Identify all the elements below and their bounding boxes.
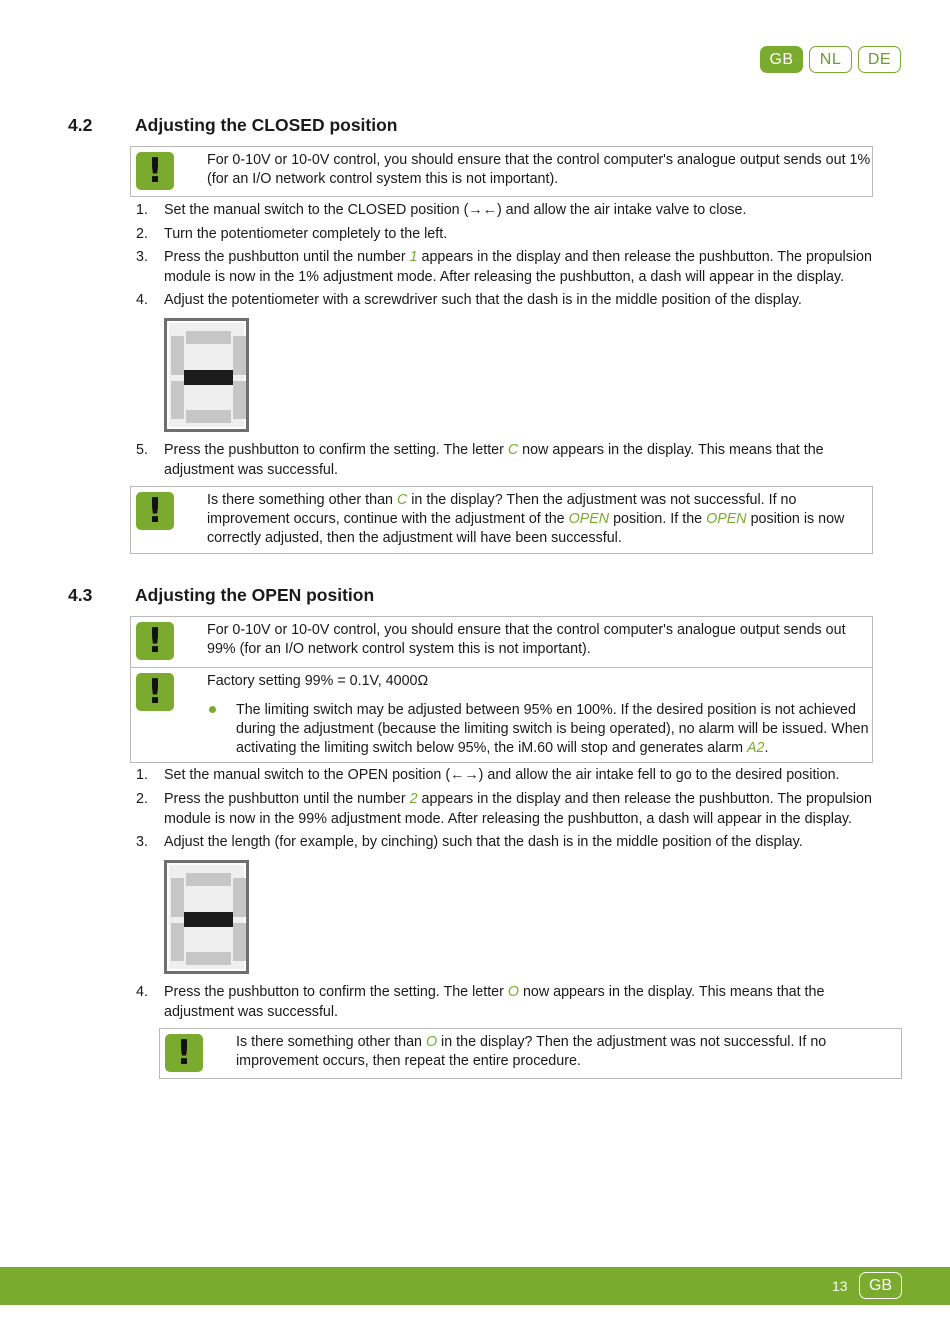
segment-lower-left	[171, 381, 184, 419]
segment-top	[186, 873, 231, 886]
bullet-text-part: activating the limiting switch below 95%, the iM.60 will stop and generates alarm	[236, 740, 747, 756]
segment-bottom	[186, 952, 231, 965]
step-number: 4.	[136, 292, 148, 308]
segment-lower-right	[233, 381, 246, 419]
notice-text	[207, 621, 872, 659]
display-face	[169, 323, 244, 427]
bullet-line: The limiting switch may be adjusted between 95% en 100%. If the desired position is not achieved	[236, 702, 856, 718]
step-text-part: adjustment was successful.	[164, 1003, 339, 1020]
bullet-line	[236, 739, 876, 758]
language-tab-nl[interactable]: NL	[809, 46, 852, 73]
step-text-part: module is now in the 1% adjustment mode. After releasing the pushbutton, a dash will appear in the display.	[164, 268, 845, 285]
notice-line: For 0-10V or 10-0V control, you should ensure that the control computer's analogue output sends out 1%	[207, 152, 871, 168]
step-number: 3.	[136, 249, 148, 265]
exclamation-icon: !	[136, 622, 174, 660]
highlight-value: OPEN	[568, 511, 610, 527]
notice-box-not-successful	[130, 486, 873, 554]
exclamation-icon: !	[136, 673, 174, 711]
step-text: Set the manual switch to the CLOSED position (→←) and allow the air intake valve to close.	[164, 202, 747, 218]
step-text-part: Press the pushbutton to confirm the setting. The letter	[164, 984, 508, 1000]
alarm-code: A2	[746, 740, 765, 756]
step-text: Set the manual switch to the OPEN position (←→) and allow the air intake fell to go to the desired position.	[164, 767, 840, 783]
notice-line: (for an I/O network control system this is not important).	[207, 171, 559, 187]
notice-text-part: in the display? Then the adjustment was not successful. If no	[437, 1034, 827, 1050]
segment-middle-dash	[184, 370, 233, 385]
section-number: 4.2	[68, 115, 93, 135]
highlight-value: 1	[409, 249, 418, 265]
bullet-icon	[209, 706, 216, 713]
language-tab-de[interactable]: DE	[858, 46, 901, 73]
notice-text	[207, 491, 872, 548]
step-number: 2.	[136, 226, 148, 242]
step-number: 1.	[136, 202, 148, 218]
notice-box-analogue-99pct	[130, 616, 873, 763]
step-text: Adjust the length (for example, by cinching) such that the dash is in the middle position of the display.	[164, 834, 803, 850]
step-text-part: adjustment was successful.	[164, 461, 339, 478]
highlight-value: 2	[409, 791, 418, 807]
step-text	[164, 441, 876, 480]
notice-line: correctly adjusted, then the adjustment will have been successful.	[207, 530, 622, 546]
highlight-value: O	[507, 984, 519, 1000]
language-tabs	[760, 46, 901, 73]
step-text-part: appears in the display and then release the pushbutton. The propulsion	[417, 791, 872, 807]
page-footer	[0, 1267, 950, 1305]
step-text-part: appears in the display and then release the pushbutton. The propulsion	[417, 249, 872, 265]
segment-bottom	[186, 410, 231, 423]
notice-text-part: improvement occurs, continue with the adjustment of the	[207, 511, 569, 527]
notice-box-repeat-procedure	[159, 1028, 902, 1079]
segment-upper-right	[233, 336, 246, 375]
notice-row	[131, 617, 872, 667]
step-number: 1.	[136, 767, 148, 783]
highlight-value: C	[507, 442, 519, 458]
footer-language-tab[interactable]: GB	[859, 1272, 902, 1299]
segment-upper-right	[233, 878, 246, 917]
section-title: Adjusting the OPEN position	[135, 585, 375, 605]
page-number: 13	[832, 1278, 848, 1294]
segment-middle-dash	[184, 912, 233, 927]
segment-top	[186, 331, 231, 344]
notice-line	[207, 491, 872, 510]
step-number: 5.	[136, 442, 148, 458]
notice-line	[207, 510, 872, 529]
step-text-part: now appears in the display. This means that the	[518, 984, 825, 1000]
notice-line: 99% (for an I/O network control system this is not important).	[207, 641, 591, 657]
section-title: Adjusting the CLOSED position	[135, 115, 398, 135]
step-number: 4.	[136, 984, 148, 1000]
step-text-part: Press the pushbutton to confirm the setting. The letter	[164, 442, 508, 458]
step-text-part: now appears in the display. This means that the	[518, 442, 824, 458]
notice-text-part: Is there something other than	[207, 492, 397, 508]
section-number: 4.3	[68, 585, 93, 605]
seven-segment-display-image	[164, 318, 249, 432]
step-number: 3.	[136, 834, 148, 850]
segment-lower-left	[171, 923, 184, 961]
seven-segment-display-image	[164, 860, 249, 974]
exclamation-icon: !	[165, 1034, 203, 1072]
notice-row-factory-setting	[131, 667, 872, 762]
bullet-text	[236, 701, 876, 758]
notice-text	[236, 1033, 901, 1071]
step-text-part: Press the pushbutton until the number	[164, 791, 410, 807]
notice-text-part: Is there something other than	[236, 1034, 426, 1050]
notice-line	[236, 1033, 901, 1052]
step-text-part: Press the pushbutton until the number	[164, 249, 410, 265]
notice-text-part: position is now	[746, 511, 845, 527]
step-text-part: module is now in the 99% adjustment mode. After releasing the pushbutton, a dash will appear in the display.	[164, 810, 852, 827]
segment-lower-right	[233, 923, 246, 961]
factory-setting-text: Factory setting 99% = 0.1V, 4000Ω	[207, 673, 429, 689]
step-number: 2.	[136, 791, 148, 807]
notice-text-part: in the display? Then the adjustment was not successful. If no	[407, 492, 797, 508]
bullet-text-part: .	[764, 740, 769, 756]
exclamation-icon: !	[136, 152, 174, 190]
highlight-value: OPEN	[706, 511, 747, 527]
highlight-value: O	[425, 1034, 438, 1050]
step-text	[164, 790, 876, 829]
segment-upper-left	[171, 336, 184, 375]
notice-text-part: position. If the	[609, 511, 707, 527]
step-text	[164, 983, 876, 1022]
highlight-value: C	[396, 492, 408, 508]
notice-text	[207, 151, 872, 189]
segment-upper-left	[171, 878, 184, 917]
notice-line: For 0-10V or 10-0V control, you should ensure that the control computer's analogue output sends out	[207, 622, 846, 638]
bullet-line: during the adjustment (because the limiting switch is being operated), no alarm will be issued. When	[236, 721, 869, 737]
notice-box-analogue-1pct	[130, 146, 873, 197]
language-tab-gb[interactable]: GB	[760, 46, 803, 73]
notice-line: improvement occurs, then repeat the entire procedure.	[236, 1053, 581, 1069]
exclamation-icon: !	[136, 492, 174, 530]
step-text: Turn the potentiometer completely to the left.	[164, 226, 448, 242]
step-text	[164, 248, 876, 287]
display-face	[169, 865, 244, 969]
step-text: Adjust the potentiometer with a screwdriver such that the dash is in the middle position of the display.	[164, 292, 802, 308]
